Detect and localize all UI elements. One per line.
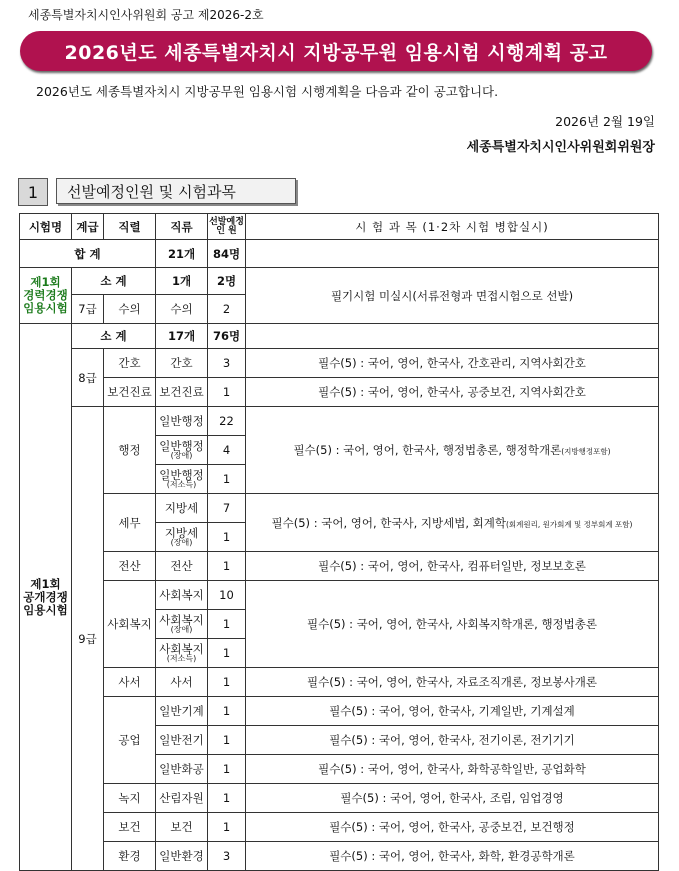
green-subjects: 필수(5) : 국어, 영어, 한국사, 조림, 임업경영 — [246, 784, 659, 813]
health-med-row — [20, 378, 659, 407]
welfare-category-3-label: 사회복지 — [159, 642, 204, 656]
header-series: 직렬 — [104, 214, 156, 240]
environment-category: 일반환경 — [156, 842, 208, 871]
career-exam-name — [20, 268, 72, 324]
open-exam-line1: 제1회 — [30, 576, 61, 591]
tax-row-1 — [20, 494, 659, 523]
signer: 세종특별자치시인사위원회위원장 — [466, 140, 655, 155]
tax-subjects-main: 필수(5) : 국어, 영어, 한국사, 지방세법, 회계학 — [271, 515, 506, 530]
tax-subjects — [246, 494, 659, 552]
admin-subjects-main: 필수(5) : 국어, 영어, 한국사, 행정법총론, 행정학개론 — [293, 443, 562, 457]
health-series: 보건 — [104, 813, 156, 842]
header-planned — [208, 214, 246, 240]
notice-number: 세종특별자치시인사위원회 공고 제2026-2호 — [28, 8, 264, 22]
career-subtotal-row — [20, 268, 659, 295]
open-exam-name — [20, 324, 72, 871]
librarian-category: 사서 — [156, 668, 208, 697]
green-series: 녹지 — [104, 784, 156, 813]
header-category: 직류 — [156, 214, 208, 240]
engineering-subjects-3: 필수(5) : 국어, 영어, 한국사, 화학공학일반, 공업화학 — [246, 755, 659, 784]
nursing-row — [20, 349, 659, 378]
tax-people-1: 7 — [208, 494, 246, 523]
career-subtotal-label: 소 계 — [72, 268, 156, 295]
welfare-people-1: 10 — [208, 581, 246, 610]
admin-series: 행정 — [104, 407, 156, 494]
engineering-series: 공업 — [104, 697, 156, 784]
health-med-subjects: 필수(5) : 국어, 영어, 한국사, 공중보건, 지역사회간호 — [246, 378, 659, 407]
admin-people-3: 1 — [208, 465, 246, 494]
environment-series: 환경 — [104, 842, 156, 871]
tax-subjects-note: (회계원리, 원가회계 및 정부회계 포함) — [506, 519, 633, 529]
computer-subjects: 필수(5) : 국어, 영어, 한국사, 컴퓨터일반, 정보보호론 — [246, 552, 659, 581]
open-exam-line2: 공개경쟁 — [23, 589, 68, 604]
nursing-category: 간호 — [156, 349, 208, 378]
welfare-people-3: 1 — [208, 639, 246, 668]
admin-category-1: 일반행정 — [156, 407, 208, 436]
health-category: 보건 — [156, 813, 208, 842]
welfare-people-2: 1 — [208, 610, 246, 639]
tax-category-2-note: (장애) — [170, 538, 193, 547]
tax-people-2: 1 — [208, 523, 246, 552]
environment-subjects: 필수(5) : 국어, 영어, 한국사, 화학, 환경공학개론 — [246, 842, 659, 871]
tax-category-1: 지방세 — [156, 494, 208, 523]
nursing-people: 3 — [208, 349, 246, 378]
green-category: 산림자원 — [156, 784, 208, 813]
librarian-people: 1 — [208, 668, 246, 697]
admin-category-3-label: 일반행정 — [159, 468, 204, 482]
page-title-banner — [20, 31, 652, 71]
health-people: 1 — [208, 813, 246, 842]
open-subtotal-blank — [246, 324, 659, 349]
admin-row-1 — [20, 407, 659, 436]
admin-category-3-note: (저소득) — [166, 480, 197, 489]
header-subjects: 시 험 과 목 (1·2차 시험 병합실시) — [246, 214, 659, 240]
environment-row — [20, 842, 659, 871]
open-subtotal-count: 17개 — [156, 324, 208, 349]
page-title: 2026년도 세종특별자치시 지방공무원 임용시험 시행계획 공고 — [64, 41, 608, 64]
computer-category: 전산 — [156, 552, 208, 581]
engineering-category-1: 일반기계 — [156, 697, 208, 726]
header-grade: 계급 — [72, 214, 104, 240]
header-planned-bottom: 인 원 — [216, 225, 237, 236]
career-subtotal-count: 1개 — [156, 268, 208, 295]
grade-8: 8급 — [72, 349, 104, 407]
tax-category-2-label: 지방세 — [164, 526, 199, 540]
engineering-people-1: 1 — [208, 697, 246, 726]
career-subtotal-people: 2명 — [208, 268, 246, 295]
librarian-subjects: 필수(5) : 국어, 영어, 한국사, 자료조직개론, 정보봉사개론 — [246, 668, 659, 697]
grade-9: 9급 — [72, 407, 104, 871]
career-category: 수의 — [156, 295, 208, 324]
nursing-subjects: 필수(5) : 국어, 영어, 한국사, 간호관리, 지역사회간호 — [246, 349, 659, 378]
open-subtotal-people: 76명 — [208, 324, 246, 349]
open-subtotal-row — [20, 324, 659, 349]
open-exam-line3: 임용시험 — [23, 602, 68, 617]
admin-category-2 — [156, 436, 208, 465]
health-med-category: 보건진료 — [156, 378, 208, 407]
header-exam: 시험명 — [20, 214, 72, 240]
health-row — [20, 813, 659, 842]
nursing-series: 간호 — [104, 349, 156, 378]
admin-subjects-note: (지방행정포함) — [561, 447, 611, 456]
table-header-row — [20, 214, 659, 240]
computer-row — [20, 552, 659, 581]
total-row — [20, 240, 659, 268]
section-number: 1 — [18, 178, 48, 206]
computer-series: 전산 — [104, 552, 156, 581]
admin-category-3 — [156, 465, 208, 494]
career-subjects: 필기시험 미실시(서류전형과 면접시험으로 선발) — [246, 268, 659, 324]
tax-category-2 — [156, 523, 208, 552]
intro-text: 2026년도 세종특별자치시 지방공무원 임용시험 시행계획을 다음과 같이 공고합니다. — [36, 84, 499, 99]
admin-category-2-note: (장애) — [170, 451, 193, 460]
health-med-people: 1 — [208, 378, 246, 407]
open-subtotal-label: 소 계 — [72, 324, 156, 349]
total-label: 합 계 — [20, 240, 156, 268]
welfare-category-2-label: 사회복지 — [159, 613, 204, 627]
total-count: 21개 — [156, 240, 208, 268]
total-blank — [246, 240, 659, 268]
engineering-category-3: 일반화공 — [156, 755, 208, 784]
welfare-category-3-note: (저소득) — [166, 654, 197, 663]
notice-date: 2026년 2월 19일 — [555, 114, 655, 129]
engineering-subjects-2: 필수(5) : 국어, 영어, 한국사, 전기이론, 전기기기 — [246, 726, 659, 755]
admin-people-2: 4 — [208, 436, 246, 465]
environment-people: 3 — [208, 842, 246, 871]
green-row — [20, 784, 659, 813]
career-exam-line3: 임용시험 — [23, 301, 68, 315]
welfare-category-3 — [156, 639, 208, 668]
engineering-row-1 — [20, 697, 659, 726]
welfare-category-1: 사회복지 — [156, 581, 208, 610]
engineering-subjects-1: 필수(5) : 국어, 영어, 한국사, 기계일반, 기계설계 — [246, 697, 659, 726]
welfare-row-1 — [20, 581, 659, 610]
librarian-series: 사서 — [104, 668, 156, 697]
health-subjects: 필수(5) : 국어, 영어, 한국사, 공중보건, 보건행정 — [246, 813, 659, 842]
engineering-people-2: 1 — [208, 726, 246, 755]
career-exam-line2: 경력경쟁 — [23, 288, 68, 302]
green-people: 1 — [208, 784, 246, 813]
career-grade: 7급 — [72, 295, 104, 324]
welfare-category-2-note: (장애) — [170, 625, 193, 634]
header-planned-top: 선발예정 — [209, 216, 244, 227]
welfare-series: 사회복지 — [104, 581, 156, 668]
total-people: 84명 — [208, 240, 246, 268]
engineering-people-3: 1 — [208, 755, 246, 784]
exam-table — [19, 213, 659, 871]
admin-category-2-label: 일반행정 — [159, 439, 204, 453]
librarian-row — [20, 668, 659, 697]
career-exam-line1: 제1회 — [30, 275, 61, 289]
welfare-category-2 — [156, 610, 208, 639]
health-med-series: 보건진료 — [104, 378, 156, 407]
engineering-category-2: 일반전기 — [156, 726, 208, 755]
section-title: 선발예정인원 및 시험과목 — [56, 178, 296, 204]
career-series: 수의 — [104, 295, 156, 324]
welfare-subjects: 필수(5) : 국어, 영어, 한국사, 사회복지학개론, 행정법총론 — [246, 581, 659, 668]
career-people: 2 — [208, 295, 246, 324]
admin-people-1: 22 — [208, 407, 246, 436]
tax-series: 세무 — [104, 494, 156, 552]
admin-subjects — [246, 407, 659, 494]
computer-people: 1 — [208, 552, 246, 581]
